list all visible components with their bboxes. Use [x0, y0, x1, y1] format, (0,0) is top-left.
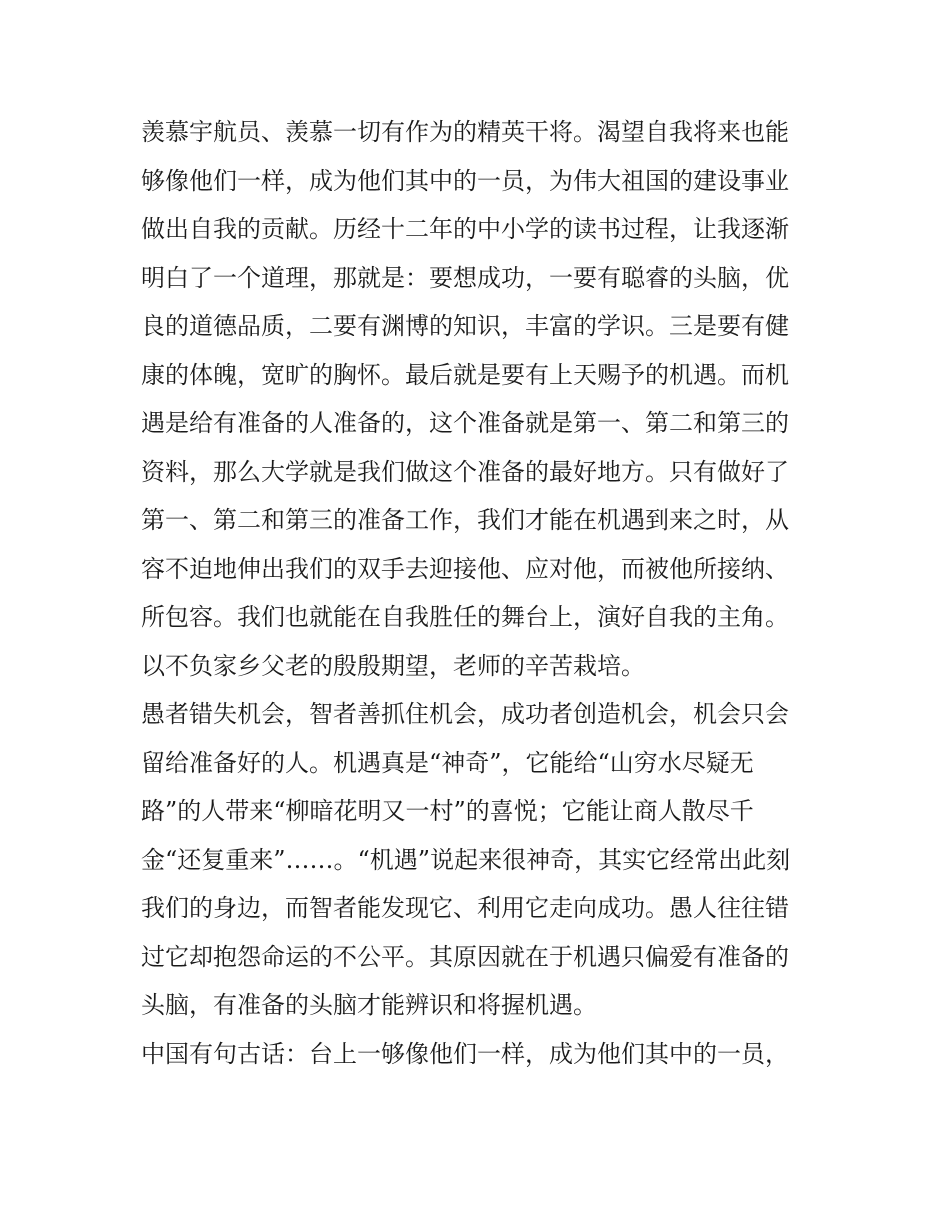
text-line: 以不负家乡父老的殷殷期望，老师的辛苦栽培。: [141, 651, 645, 680]
text-line: 良的道德品质，二要有渊博的知识，丰富的学识。三是要有健: [141, 312, 789, 340]
text-line: 留给准备好的人。机遇真是“神奇”，它能给“山穷水尽疑无: [141, 748, 754, 777]
text-line: 康的体魄，宽旷的胸怀。最后就是要有上天赐予的机遇。而机: [141, 360, 789, 389]
text-line: 愚者错失机会，智者善抓住机会，成功者创造机会，机会只会: [141, 700, 789, 728]
text-line: 所包容。我们也就能在自我胜任的舞台上，演好自我的主角。: [141, 603, 789, 631]
text-line: 过它却抱怨命运的不公平。其原因就在于机遇只偏爱有准备的: [141, 942, 789, 971]
text-line: 我们的身边，而智者能发现它、利用它走向成功。愚人往往错: [141, 894, 789, 922]
body-text: [141, 108, 813, 1078]
text-line: 够像他们一样，成为他们其中的一员，为伟大祖国的建设事业: [141, 166, 789, 195]
text-line: 中国有句古话：台上一够像他们一样，成为他们其中的一员，: [141, 1039, 789, 1068]
text-line: 明白了一个道理，那就是：要想成功，一要有聪睿的头脑，优: [141, 263, 789, 292]
text-line: 路”的人带来“柳暗花明又一村”的喜悦；它能让商人散尽千: [141, 797, 754, 825]
text-line: 资料，那么大学就是我们做这个准备的最好地方。只有做好了: [141, 457, 789, 486]
text-line: 遇是给有准备的人准备的，这个准备就是第一、第二和第三的: [141, 409, 789, 437]
text-line: 第一、第二和第三的准备工作，我们才能在机遇到来之时，从: [141, 506, 789, 534]
text-line: 做出自我的贡献。历经十二年的中小学的读书过程，让我逐渐: [141, 215, 789, 243]
text-line: 羡慕宇航员、羡慕一切有作为的精英干将。渴望自我将来也能: [141, 118, 789, 146]
text-line: 容不迫地伸出我们的双手去迎接他、应对他，而被他所接纳、: [141, 554, 789, 583]
text-line: 金“还复重来”……。“机遇”说起来很神奇，其实它经常出此刻: [141, 845, 791, 874]
text-line: 头脑，有准备的头脑才能辨识和将握机遇。: [141, 991, 597, 1019]
